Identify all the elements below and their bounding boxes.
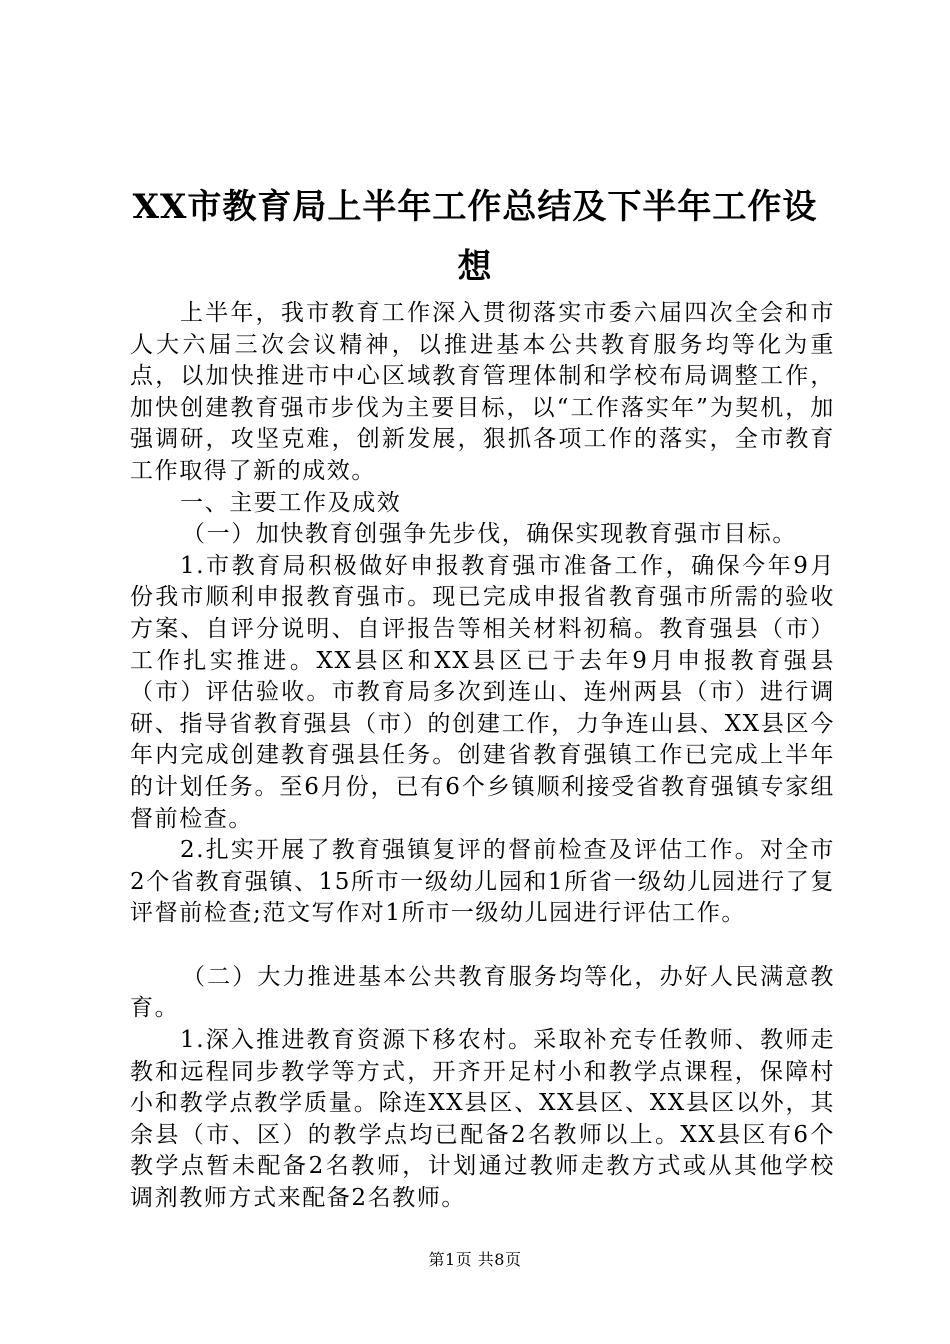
document-title-line-2: 想 xyxy=(457,247,493,287)
paragraph-spacer xyxy=(130,930,835,962)
subsection-heading-2: （二）大力推进基本公共教育服务均等化，办好人民满意教育。 xyxy=(130,963,835,1022)
paragraph-item-1-2: 2.扎实开展了教育强镇复评的督前检查及评估工作。对全市2个省教育强镇、15所市一级幼儿园和1所省一级幼儿园进行了复评督前检查;范文写作对1所市一级幼儿园进行评估工作。 xyxy=(130,837,835,927)
subsection-heading-1: （一）加快教育创强争先步伐，确保实现教育强市目标。 xyxy=(182,521,797,548)
document-title-line-1: XX市教育局上半年工作总结及下半年工作设 xyxy=(132,187,818,227)
section-heading-main-work: 一、主要工作及成效 xyxy=(180,489,402,516)
document-body xyxy=(130,298,835,1215)
intro-paragraph: 上半年，我市教育工作深入贯彻落实市委六届四次全会和市人大六届三次会议精神，以推进基本公共教育服务均等化为重点，以加快推进市中心区域教育管理体制和学校布局调整工作，加快创建教育强市步伐为主要目标，以“工作落实年”为契机，加强调研，攻坚克难，创新发展，狠抓各项工作的落实，全市教育工作取得了新的成效。 xyxy=(130,300,835,484)
paragraph-item-2-1: 1.深入推进教育资源下移农村。采取补充专任教师、教师走教和远程同步教学等方式，开齐开足村小和教学点课程，保障村小和教学点教学质量。除连XX县区、XX县区、XX县区以外，其余县（市、区）的教学点均已配备2名教师以上。XX县区有6个教学点暂未配备2名教师，计划通过教师走教方式或从其他学校调剂教师方式来配备2名教师。 xyxy=(130,1027,835,1212)
page-footer: 第1页 共8页 xyxy=(428,1250,522,1269)
paragraph-item-1-1: 1.市教育局积极做好申报教育强市准备工作，确保今年9月份我市顺利申报教育强市。现已完成申报省教育强市所需的验收方案、自评分说明、自评报告等相关材料初稿。教育强县（市）工作扎实推进。XX县区和XX县区已于去年9月申报教育强县（市）评估验收。市教育局多次到连山、连州两县（市）进行调研、指导省教育强县（市）的创建工作，力争连山县、XX县区今年内完成创建教育强县任务。创建省教育强镇工作已完成上半年的计划任务。至6月份，已有6个乡镇顺利接受省教育强镇专家组督前检查。 xyxy=(130,552,835,832)
